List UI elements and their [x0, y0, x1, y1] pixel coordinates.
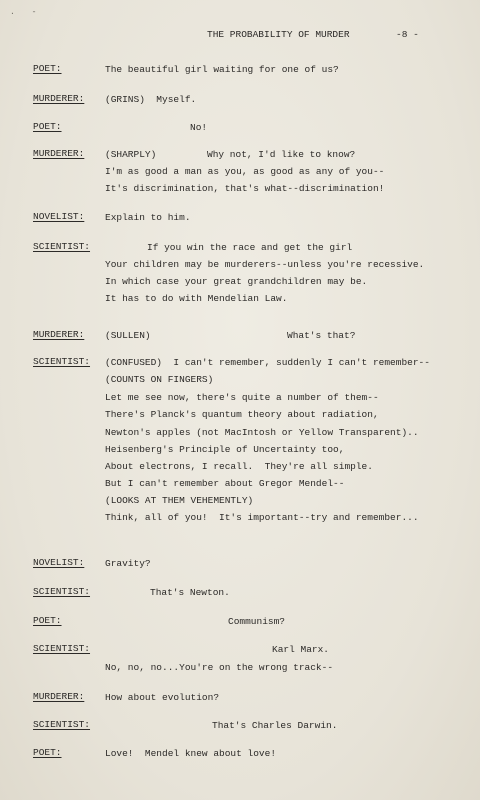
- dialogue-line: I'm as good a man as you, as good as any of you--: [105, 166, 385, 177]
- dialogue-line: But I can't remember about Gregor Mendel--: [105, 478, 345, 489]
- play-title: THE PROBABILITY OF MURDER: [207, 29, 350, 40]
- dialogue-line: It has to do with Mendelian Law.: [105, 293, 288, 304]
- speaker-name: POET:: [33, 615, 62, 626]
- dialogue-line: Communism?: [228, 616, 286, 627]
- dialogue-line: Love! Mendel knew about love!: [105, 748, 277, 759]
- dialogue-line: In which case your great grandchildren may be.: [105, 276, 368, 287]
- dialogue-line: What's that?: [287, 330, 356, 341]
- dialogue-line: That's Newton.: [150, 587, 230, 598]
- dialogue-line: Heisenberg's Principle of Uncertainty too,: [105, 444, 345, 455]
- page-header: [0, 29, 480, 43]
- speaker-name: NOVELIST:: [33, 211, 85, 222]
- dialogue-line: No!: [190, 122, 208, 133]
- speaker-name: MURDERER:: [33, 691, 85, 702]
- speaker-name: SCIENTIST:: [33, 241, 91, 252]
- speaker-name: MURDERER:: [33, 148, 85, 159]
- speaker-name: NOVELIST:: [33, 557, 85, 568]
- dialogue-line: No, no, no...You're on the wrong track--: [105, 662, 334, 673]
- dialogue-line: How about evolution?: [105, 692, 220, 703]
- dialogue-line: Karl Marx.: [272, 644, 330, 655]
- dialogue-line: (GRINS) Myself.: [105, 94, 197, 105]
- speaker-name: MURDERER:: [33, 93, 85, 104]
- dialogue-line: If you win the race and get the girl: [147, 242, 353, 253]
- page-number: -8 -: [396, 29, 419, 40]
- speaker-name: SCIENTIST:: [33, 719, 91, 730]
- dialogue-line: Your children may be murderers--unless you're recessive.: [105, 259, 425, 270]
- speaker-name: SCIENTIST:: [33, 643, 91, 654]
- dialogue-line: Why not, I'd like to know?: [207, 149, 356, 160]
- speaker-name: POET:: [33, 63, 62, 74]
- dialogue-line: (LOOKS AT THEM VEHEMENTLY): [105, 495, 254, 506]
- speaker-name: SCIENTIST:: [33, 356, 91, 367]
- dialogue-line: It's discrimination, that's what--discrimination!: [105, 183, 385, 194]
- speaker-name: MURDERER:: [33, 329, 85, 340]
- dialogue-line: (COUNTS ON FINGERS): [105, 374, 214, 385]
- dialogue-line: (SULLEN): [105, 330, 151, 341]
- dialogue-line: About electrons, I recall. They're all simple.: [105, 461, 373, 472]
- dialogue-line: Let me see now, there's quite a number of them--: [105, 392, 379, 403]
- dialogue-line: (CONFUSED) I can't remember, suddenly I can't remember--: [105, 357, 430, 368]
- dialogue-line: Newton's apples (not MacIntosh or Yellow Transparent)..: [105, 427, 419, 438]
- dialogue-line: Think, all of you! It's important--try and remember...: [105, 512, 419, 523]
- dialogue-line: The beautiful girl waiting for one of us?: [105, 64, 339, 75]
- speaker-name: POET:: [33, 747, 62, 758]
- speaker-name: POET:: [33, 121, 62, 132]
- margin-marks: . -: [10, 8, 43, 17]
- dialogue-line: Gravity?: [105, 558, 151, 569]
- dialogue-line: (SHARPLY): [105, 149, 157, 160]
- dialogue-line: There's Planck's quantum theory about radiation,: [105, 409, 379, 420]
- dialogue-line: That's Charles Darwin.: [212, 720, 338, 731]
- speaker-name: SCIENTIST:: [33, 586, 91, 597]
- dialogue-line: Explain to him.: [105, 212, 191, 223]
